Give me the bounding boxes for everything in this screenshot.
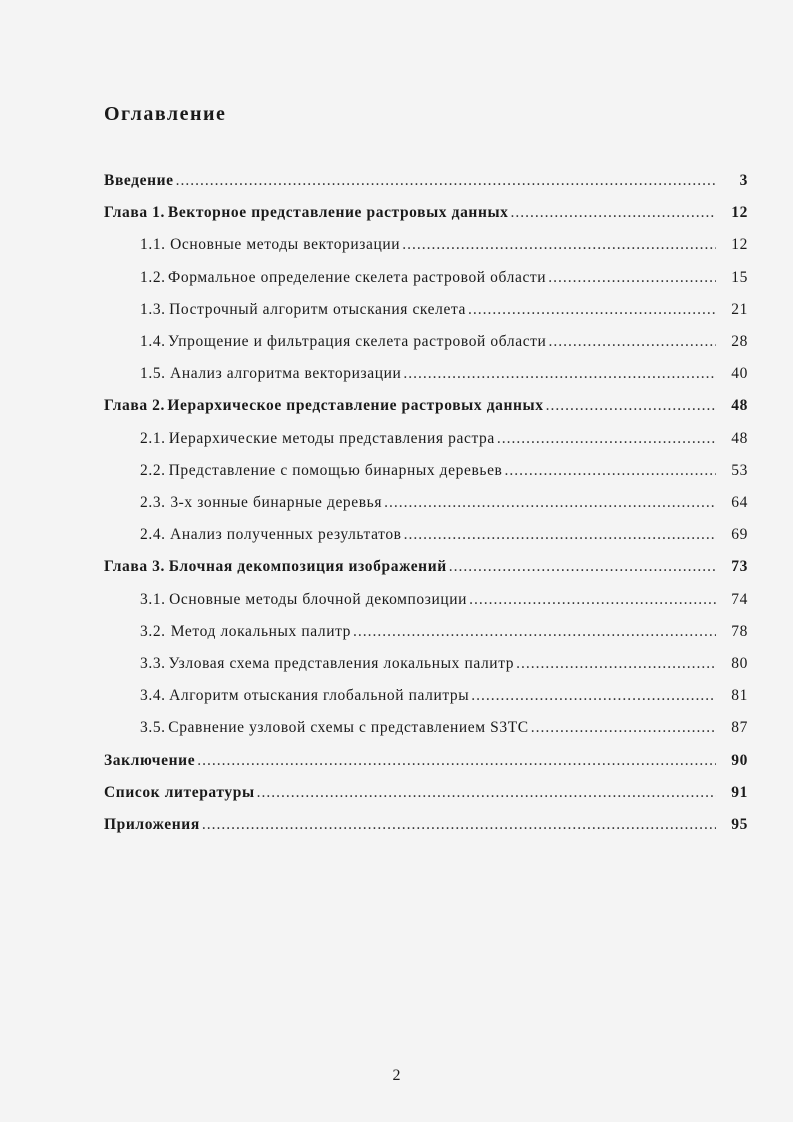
toc-entry-title: Основные методы векторизации bbox=[170, 236, 401, 254]
toc-entry-page: 21 bbox=[731, 300, 748, 318]
toc-entry-title: Представление с помощью бинарных деревьев bbox=[168, 461, 503, 479]
toc-entry[interactable] bbox=[104, 816, 748, 842]
toc-entry-number: 1.4. bbox=[140, 333, 166, 350]
toc-entry-title: Анализ алгоритма векторизации bbox=[170, 365, 402, 383]
toc-entry[interactable] bbox=[140, 623, 748, 649]
toc-entry[interactable] bbox=[104, 752, 748, 778]
toc-entry[interactable] bbox=[140, 719, 748, 745]
toc-entry[interactable] bbox=[104, 172, 748, 198]
toc-entry[interactable] bbox=[140, 687, 748, 713]
toc-entry[interactable] bbox=[104, 558, 748, 584]
toc-entry-title: Иерархические методы представления растра bbox=[168, 429, 495, 447]
toc-entry[interactable] bbox=[140, 655, 748, 681]
toc-entry-title: Приложения bbox=[104, 816, 200, 833]
toc-entry-page: 73 bbox=[731, 558, 748, 576]
toc-entry-number: 3.3. bbox=[140, 655, 166, 672]
toc-leader-dots bbox=[402, 236, 716, 254]
toc-entry[interactable] bbox=[140, 430, 748, 456]
toc-entry-title: Алгоритм отыскания глобальной палитры bbox=[169, 687, 470, 705]
toc-entry-number: 3.5. bbox=[140, 719, 166, 737]
toc-entry-number: 1.1. bbox=[140, 236, 166, 254]
toc-leader-dots bbox=[471, 687, 716, 705]
toc-entry-title: Сравнение узловой схемы с представлением S3TC bbox=[168, 719, 529, 737]
toc-entry-page: 28 bbox=[731, 333, 748, 350]
toc-leader-dots bbox=[546, 397, 716, 415]
toc-entry-title: Иерархическое представление растровых данных bbox=[167, 397, 544, 415]
toc-entry-page: 53 bbox=[731, 461, 748, 479]
toc-entry-title: Метод локальных палитр bbox=[170, 622, 352, 640]
toc-entry-number: Глава 1. bbox=[104, 204, 165, 222]
toc-entry-page: 78 bbox=[731, 622, 748, 640]
toc-entry-page: 12 bbox=[731, 204, 748, 222]
toc-entry[interactable] bbox=[140, 269, 748, 295]
toc-entry[interactable] bbox=[104, 397, 748, 423]
toc-entry-title: Формальное определение скелета растровой области bbox=[168, 268, 547, 286]
toc-entry-title: 3-х зонные бинарные деревья bbox=[170, 494, 383, 511]
toc-entry[interactable] bbox=[140, 236, 748, 262]
toc-leader-dots bbox=[497, 430, 716, 448]
toc-entry-page: 74 bbox=[731, 590, 748, 608]
toc-entry[interactable] bbox=[140, 494, 748, 520]
toc-entry[interactable] bbox=[140, 591, 748, 617]
toc-leader-dots bbox=[531, 719, 716, 737]
toc-entry-number: 2.4. bbox=[140, 526, 166, 544]
toc-entry-page: 48 bbox=[731, 429, 748, 447]
toc-entry-page: 91 bbox=[731, 783, 748, 801]
toc-entry-number: Глава 2. bbox=[104, 397, 165, 415]
toc-leader-dots bbox=[353, 623, 716, 641]
toc-entry-page: 80 bbox=[731, 655, 748, 672]
toc-entry-page: 87 bbox=[731, 719, 748, 737]
toc-entry-page: 81 bbox=[731, 687, 748, 705]
toc-leader-dots bbox=[511, 204, 716, 222]
toc-entry-page: 90 bbox=[731, 751, 748, 769]
toc-leader-dots bbox=[469, 591, 716, 609]
toc-entry-page: 48 bbox=[731, 397, 748, 415]
toc-leader-dots bbox=[403, 365, 716, 383]
toc-entry-number: 3.1. bbox=[140, 590, 166, 608]
toc-leader-dots bbox=[197, 752, 716, 770]
toc-leader-dots bbox=[384, 494, 716, 512]
toc-entry-number: 2.1. bbox=[140, 429, 166, 447]
toc-entry[interactable] bbox=[140, 526, 748, 552]
toc-entry[interactable] bbox=[140, 301, 748, 327]
toc-entry-number: 3.4. bbox=[140, 687, 166, 705]
toc-entry-number: 2.3. bbox=[140, 494, 166, 511]
toc-entry[interactable] bbox=[140, 365, 748, 391]
toc-leader-dots bbox=[468, 301, 716, 319]
toc-entry-page: 64 bbox=[731, 494, 748, 511]
toc-entry-page: 15 bbox=[731, 268, 748, 286]
toc-entry-page: 12 bbox=[731, 236, 748, 254]
toc-entry-page: 3 bbox=[739, 172, 748, 189]
toc-entry-number: Глава 3. bbox=[104, 558, 165, 576]
page-title: Оглавление bbox=[104, 103, 227, 125]
toc-entry-page: 69 bbox=[731, 526, 748, 544]
toc-entry-number: 2.2. bbox=[140, 461, 166, 479]
toc-leader-dots bbox=[449, 558, 716, 576]
toc-entry-title: Построчный алгоритм отыскания скелета bbox=[169, 300, 467, 318]
toc-entry-title: Векторное представление растровых данных bbox=[167, 204, 509, 222]
toc-entry-title: Заключение bbox=[104, 751, 196, 769]
toc-leader-dots bbox=[202, 816, 716, 834]
toc-leader-dots bbox=[257, 784, 716, 802]
toc-entry-page: 95 bbox=[731, 816, 748, 833]
toc-entry-title: Узловая схема представления локальных палитр bbox=[168, 655, 515, 672]
page-number: 2 bbox=[392, 1067, 401, 1084]
toc-leader-dots bbox=[404, 526, 716, 544]
toc-entry-title: Блочная декомпозиция изображений bbox=[168, 558, 447, 576]
toc-entry-number: 1.3. bbox=[140, 300, 166, 318]
toc-leader-dots bbox=[516, 655, 716, 673]
toc-leader-dots bbox=[548, 269, 716, 287]
toc-leader-dots bbox=[176, 172, 716, 190]
toc-entry-number: 3.2. bbox=[140, 622, 166, 640]
toc-entry-title: Анализ полученных результатов bbox=[170, 526, 402, 544]
toc-entry-title: Основные методы блочной декомпозиции bbox=[169, 590, 468, 608]
toc-entry-number: 1.5. bbox=[140, 365, 166, 383]
toc-leader-dots bbox=[548, 333, 716, 351]
toc-entry[interactable] bbox=[140, 462, 748, 488]
toc-entry[interactable] bbox=[140, 333, 748, 359]
toc-entry-title: Упрощение и фильтрация скелета растровой области bbox=[168, 333, 547, 350]
toc-entry[interactable] bbox=[104, 204, 748, 230]
toc-entry-page: 40 bbox=[731, 365, 748, 383]
toc-entry-number: 1.2. bbox=[140, 268, 166, 286]
toc-entry[interactable] bbox=[104, 784, 748, 810]
toc-leader-dots bbox=[504, 462, 716, 480]
toc-entry-title: Введение bbox=[104, 172, 174, 189]
toc-entry-title: Список литературы bbox=[104, 783, 255, 801]
